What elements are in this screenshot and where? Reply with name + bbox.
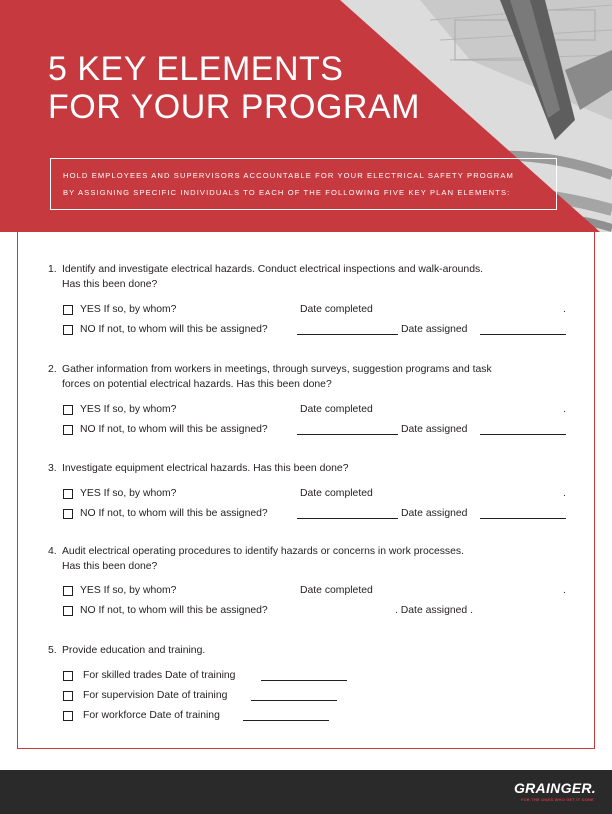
- checkbox-icon[interactable]: [63, 691, 73, 701]
- checkbox-icon[interactable]: [63, 305, 73, 315]
- item-number: 4.: [48, 546, 57, 557]
- intro-line-1: HOLD EMPLOYEES AND SUPERVISORS ACCOUNTABLE FOR YOUR ELECTRICAL SAFETY PROGRAM: [63, 171, 514, 180]
- yes-row: [48, 581, 568, 601]
- question-line-1: Identify and investigate electrical hazards. Conduct electrical inspections and walk-arounds.: [62, 264, 484, 275]
- period: .: [563, 488, 566, 499]
- title-line-2: FOR YOUR PROGRAM: [48, 88, 420, 126]
- yes-row: [48, 300, 568, 320]
- date-assigned-field[interactable]: [480, 334, 566, 335]
- intro-line-2: BY ASSIGNING SPECIFIC INDIVIDUALS TO EACH OF THE FOLLOWING FIVE KEY PLAN ELEMENTS:: [63, 188, 511, 197]
- question: [48, 362, 568, 392]
- question-line-1: Provide education and training.: [62, 645, 206, 656]
- training-date-field[interactable]: [251, 700, 337, 701]
- yes-row: [48, 400, 568, 420]
- date-completed-label: Date completed: [300, 304, 373, 315]
- date-assigned-label: Date assigned: [401, 324, 468, 335]
- no-row: [48, 320, 568, 340]
- page-title: [48, 50, 420, 126]
- period: .: [563, 304, 566, 315]
- question-line-1: Audit electrical operating procedures to identify hazards or concerns in work processes.: [62, 546, 464, 557]
- training-label: For skilled trades Date of training: [83, 670, 236, 681]
- list-item: [48, 362, 568, 440]
- item-number: 3.: [48, 463, 57, 474]
- item-number: 2.: [48, 364, 57, 375]
- training-row-workforce: [48, 706, 568, 726]
- yes-label: YES If so, by whom?: [80, 404, 177, 415]
- grainger-logo: [496, 780, 596, 806]
- question-line-2: Has this been done?: [62, 279, 158, 290]
- checkbox-icon[interactable]: [63, 711, 73, 721]
- yes-label: YES If so, by whom?: [80, 488, 177, 499]
- date-assigned-label: Date assigned: [401, 508, 468, 519]
- period: .: [563, 585, 566, 596]
- intro-box: [50, 158, 557, 210]
- training-label: For workforce Date of training: [83, 710, 220, 721]
- no-label: NO If not, to whom will this be assigned?: [80, 508, 268, 519]
- yes-row: [48, 484, 568, 504]
- item-number: 1.: [48, 264, 57, 275]
- date-completed-label: Date completed: [300, 404, 373, 415]
- date-completed-label: Date completed: [300, 585, 373, 596]
- training-row-supervision: [48, 686, 568, 706]
- no-label: NO If not, to whom will this be assigned?: [80, 605, 268, 616]
- header-banner: [0, 0, 612, 232]
- logo-wordmark: GRAINGER.: [513, 780, 596, 796]
- question: [48, 262, 568, 292]
- checkbox-icon[interactable]: [63, 425, 73, 435]
- checkbox-icon[interactable]: [63, 405, 73, 415]
- question-line-2: Has this been done?: [62, 561, 158, 572]
- yes-label: YES If so, by whom?: [80, 585, 177, 596]
- question-line-2: forces on potential electrical hazards. Has this been done?: [62, 379, 332, 390]
- no-row: [48, 601, 568, 621]
- assignee-field[interactable]: [297, 518, 398, 519]
- footer-bar: [0, 770, 612, 814]
- question-line-1: Investigate equipment electrical hazards. Has this been done?: [62, 463, 349, 474]
- date-assigned-label: . Date assigned .: [395, 605, 473, 616]
- question: [48, 643, 568, 658]
- logo-tagline: FOR THE ONES WHO GET IT DONE: [520, 797, 594, 802]
- training-row-skilled-trades: [48, 666, 568, 686]
- no-label: NO If not, to whom will this be assigned?: [80, 424, 268, 435]
- checkbox-icon[interactable]: [63, 325, 73, 335]
- training-date-field[interactable]: [243, 720, 329, 721]
- period: .: [563, 404, 566, 415]
- training-date-field[interactable]: [261, 680, 347, 681]
- date-completed-label: Date completed: [300, 488, 373, 499]
- training-label: For supervision Date of training: [83, 690, 228, 701]
- question: [48, 544, 568, 574]
- date-assigned-field[interactable]: [480, 434, 566, 435]
- list-item: [48, 461, 568, 524]
- no-row: [48, 504, 568, 524]
- yes-label: YES If so, by whom?: [80, 304, 177, 315]
- title-line-1: 5 KEY ELEMENTS: [48, 50, 344, 88]
- checkbox-icon[interactable]: [63, 671, 73, 681]
- checkbox-icon[interactable]: [63, 606, 73, 616]
- question-line-1: Gather information from workers in meetings, through surveys, suggestion programs and task: [62, 364, 492, 375]
- item-number: 5.: [48, 645, 57, 656]
- list-item: [48, 643, 568, 726]
- question: [48, 461, 568, 476]
- date-assigned-label: Date assigned: [401, 424, 468, 435]
- checkbox-icon[interactable]: [63, 509, 73, 519]
- checkbox-icon[interactable]: [63, 586, 73, 596]
- checkbox-icon[interactable]: [63, 489, 73, 499]
- no-row: [48, 420, 568, 440]
- assignee-field[interactable]: [297, 334, 398, 335]
- no-label: NO If not, to whom will this be assigned?: [80, 324, 268, 335]
- assignee-field[interactable]: [297, 434, 398, 435]
- list-item: [48, 262, 568, 340]
- list-item: [48, 544, 568, 621]
- date-assigned-field[interactable]: [480, 518, 566, 519]
